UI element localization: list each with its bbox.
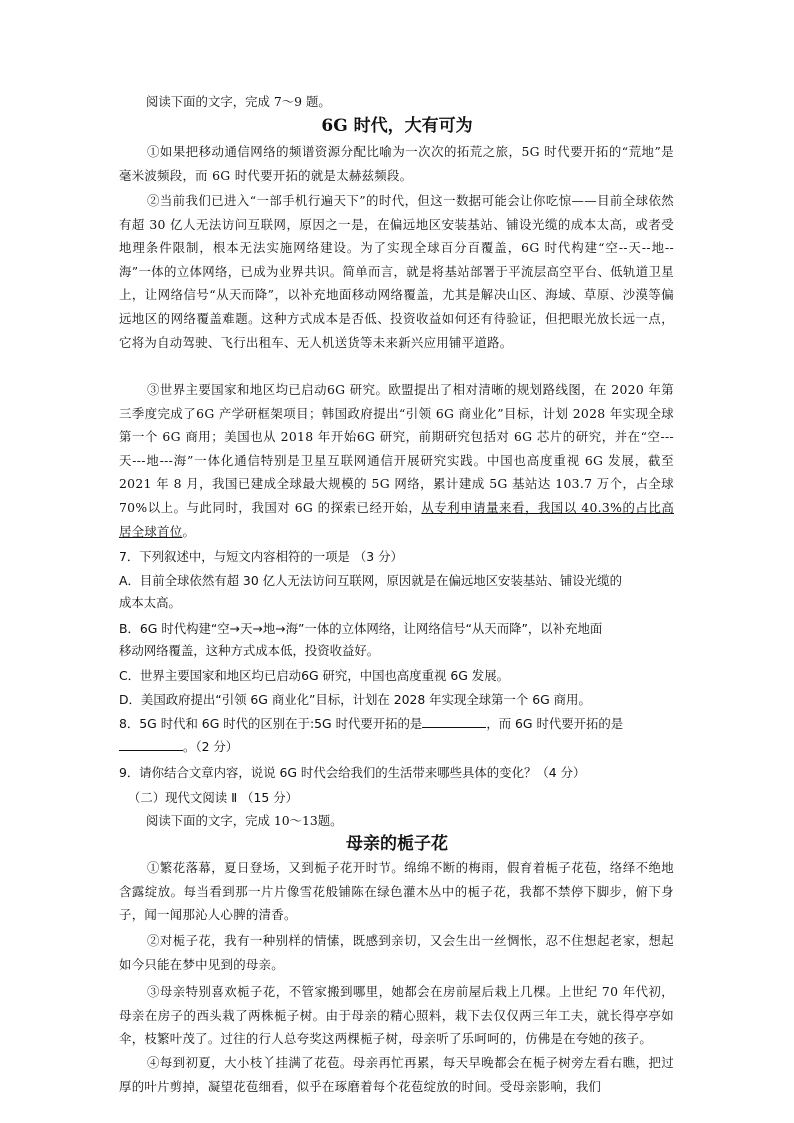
question-7-option-a-line2: 成本太高。	[119, 595, 181, 610]
question-8-text-2: ，而 6G 时代要开拓的是	[486, 716, 624, 731]
question-8-line2	[119, 736, 679, 758]
article2-paragraph-1: ①繁花落幕，夏日登场，又到栀子花开时节。绵绵不断的梅雨，假育着栀子花苞，络绎不绝地含露绽放。每当看到那一片片像雪花般铺陈在绿色灌木丛中的栀子花，我都不禁停下脚步，俯下身子，闻一闻那沁人心脾的清香。	[119, 860, 674, 923]
article1-paragraph-3	[119, 378, 674, 543]
section2-heading: （二）现代文阅读 Ⅱ （15 分）	[128, 790, 298, 805]
article2-title: 母亲的栀子花	[346, 834, 448, 854]
answer-blank-2[interactable]	[119, 738, 183, 751]
question-8-text-1: 8．5G 时代和 6G 时代的区别在于:5G 时代要开拓的是	[119, 716, 423, 731]
question-7: 7．下列叙述中，与短文内容相符的一项是 （3 分）	[119, 549, 403, 564]
article1-title: 6G 时代，大有可为	[321, 116, 473, 136]
article1-paragraph-3-text: ③世界主要国家和地区均已启动6G 研究。欧盟提出了相对清晰的规划路线图，在 2020 年第三季度完成了6G 产学研框架项目；韩国政府提出“引领 6G 商业化”目标，计划 2028 年实现全球第一个 6G 商用；美国也从 2018 年开始6G 研究，前期研究包括对 6G 芯片的研究，并在“空---天---地---海”一体化通信特别是卫星互联网通信开展研究实践。中国也高度重视 6G 发展，截至 2021 年 8 月，我国已建成全球最大规模的 5G 网络，累计建成 5G 基站达 103.7 万个，占全球 70%以上。与此同时，我国对 6G 的探索已经开始，	[119, 382, 674, 515]
section1-intro: 阅读下面的文字，完成 7～9 题。	[146, 94, 331, 109]
question-9: 9．请你结合文章内容，说说 6G 时代会给我们的生活带来哪些具体的变化？（4 分）	[119, 765, 586, 780]
question-8-text-3: 。（2 分）	[183, 739, 239, 754]
question-7-option-a-line1: A．目前全球依然有超 30 亿人无法访问互联网，原因就是在偏远地区安装基站、铺设光缆的	[119, 573, 622, 588]
question-7-option-d: D．美国政府提出“引领 6G 商业化”目标，计划在 2028 年实现全球第一个 6G 商用。	[119, 692, 591, 707]
section2-intro: 阅读下面的文字，完成 10～13题。	[146, 813, 343, 828]
article2-paragraph-2: ②对栀子花，我有一种别样的情愫，既感到亲切，又会生出一丝惆怅，忍不住想起老家，想起如今只能在梦中见到的母亲。	[119, 933, 674, 972]
answer-blank-1[interactable]	[422, 715, 486, 728]
article1-paragraph-2: ②当前我们已进入“一部手机行遍天下”的时代，但这一数据可能会让你吃惊——目前全球依然有超 30 亿人无法访问互联网，原因之一是，在偏远地区安装基站、铺设光缆的成本太高，或者受地理条件限制，根本无法实施网络建设。为了实现全球百分百覆盖，6G 时代构建“空--天--地--海”一体的立体网络，已成为业界共识。简单而言，就是将基站部署于平流层高空平台、低轨道卫星上，让网络信号“从天而降”，以补充地面移动网络覆盖，尤其是解决山区、海域、草原、沙漠等偏远地区的网络覆盖难题。这种方式成本是否低、投资收益如何还有待验证，但把眼光放长远一点，它将为自动驾驶、飞行出租车、无人机送货等未来新兴应用铺平道路。	[119, 193, 674, 350]
question-7-option-b-line1: B．6G 时代构建“空→天→地→海”一体的立体网络，让网络信号“从天而降”，以补充地面	[119, 621, 603, 636]
article1-paragraph-1: ①如果把移动通信网络的频谱资源分配比喻为一次次的拓荒之旅，5G 时代要开拓的“荒地”是毫米波频段，而 6G 时代要开拓的就是太赫兹频段。	[119, 144, 674, 183]
underlined-sentence: 从专利申请量来看，我国以 40.3%的占比高居全球首位	[119, 499, 675, 539]
article1-paragraph-3-end: 。	[182, 523, 196, 539]
question-8-line1	[119, 713, 679, 735]
question-7-option-c: C．世界主要国家和地区均已启动6G 研究，中国也高度重视 6G 发展。	[119, 668, 509, 683]
question-7-option-b-line2: 移动网络覆盖，这种方式成本低，投资收益好。	[119, 643, 380, 658]
article2-paragraph-3: ③母亲特别喜欢栀子花，不管家搬到哪里，她都会在房前屋后栽上几棵。上世纪 70 年代初，母亲在房子的西头栽了两株栀子树。由于母亲的精心照料，栽下去仅仅两三年工夫，就长得亭亭如伞，枝繁叶茂了。过往的行人总夸奖这两棵栀子树，母亲听了乐呵呵的，仿佛是在夸她的孩子。	[119, 984, 674, 1047]
article2-paragraph-4: ④每到初夏，大小枝丫挂满了花苞。母亲再忙再累，每天早晚都会在栀子树旁左看右瞧，把过厚的叶片剪掉，凝望花苞细看，似乎在琢磨着每个花苞绽放的时间。受母亲影响，我们	[119, 1055, 674, 1094]
